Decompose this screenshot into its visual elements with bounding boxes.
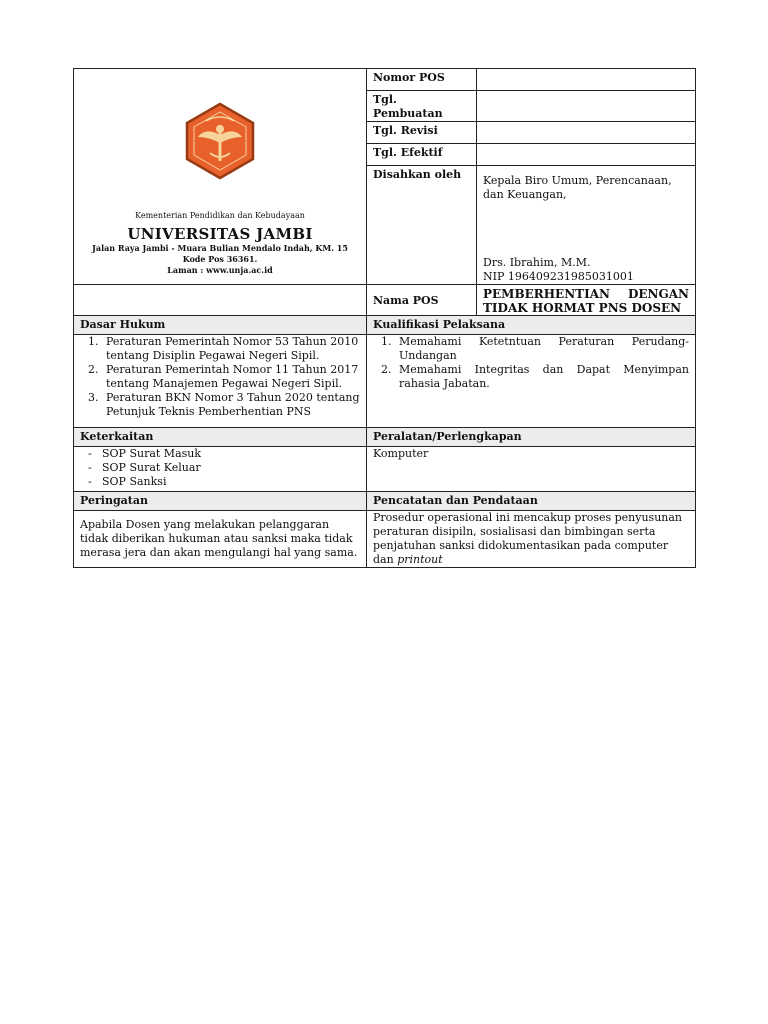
signer-position-line2: dan Keuangan,	[483, 188, 567, 201]
tgl-efektif-label: Tgl. Efektif	[367, 144, 477, 166]
dasar-hukum-list	[80, 335, 360, 419]
university-name: UNIVERSITAS JAMBI	[127, 225, 313, 243]
tgl-revisi-value	[477, 122, 696, 144]
dasar-hukum-header: Dasar Hukum	[74, 316, 367, 335]
list-item: - SOP Surat Keluar	[88, 461, 360, 475]
kualifikasi-cell	[367, 335, 696, 428]
keterkaitan-cell	[74, 447, 367, 492]
signer-name: Drs. Ibrahim, M.M.	[483, 256, 591, 269]
tgl-efektif-value	[477, 144, 696, 166]
list-item: 2. Peraturan Pemerintah Nomor 11 Tahun 2017 tentang Manajemen Pegawai Negeri Sipil.	[102, 363, 360, 391]
pencatatan-italic: printout	[397, 553, 443, 566]
dasar-hukum-cell	[74, 335, 367, 428]
list-item: 1. Memahami Ketetntuan Peraturan Perudang-Undangan	[395, 335, 689, 363]
list-item: 2. Memahami Integritas dan Dapat Menyimpan rahasia Jabatan.	[395, 363, 689, 391]
tgl-pembuatan-label: Tgl. Pembuatan	[367, 91, 477, 122]
signer-nip: NIP 196409231985031001	[483, 270, 634, 283]
disahkan-label: Disahkan oleh	[367, 166, 477, 285]
university-address: Jalan Raya Jambi - Muara Bulian Mendalo Indah, KM. 15 Kode Pos 36361.	[92, 243, 348, 264]
list-item: - SOP Sanksi	[88, 475, 360, 489]
kualifikasi-list	[373, 335, 689, 391]
ministry-name: Kementerian Pendidikan dan Kebudayaan	[135, 211, 305, 220]
peralatan-value: Komputer	[367, 447, 696, 492]
list-item: 1. Peraturan Pemerintah Nomor 53 Tahun 2010 tentang Disiplin Pegawai Negeri Sipil.	[102, 335, 360, 363]
university-website: Laman : www.unja.ac.id	[167, 265, 273, 275]
pencatatan-text: Prosedur operasional ini mencakup proses penyusunan peraturan disipiln, sosialisasi dan bimbingan serta penjatuhan sanksi didokumentasikan pada computer dan	[373, 511, 683, 566]
peralatan-header: Peralatan/Perlengkapan	[367, 428, 696, 447]
nama-pos-label: Nama POS	[367, 285, 477, 316]
sop-table	[73, 68, 696, 568]
list-item: - SOP Surat Masuk	[88, 447, 360, 461]
nomor-pos-value	[477, 69, 696, 91]
peringatan-text: Apabila Dosen yang melakukan pelanggaran tidak diberikan hukuman atau sanksi maka tidak merasa jera dan akan mengulangi hal yang sama.	[74, 511, 367, 568]
keterkaitan-header: Keterkaitan	[74, 428, 367, 447]
pencatatan-header: Pencatatan dan Pendataan	[367, 492, 696, 511]
pencatatan-cell	[367, 511, 696, 568]
nama-pos-line2: TIDAK HORMAT PNS DOSEN	[483, 301, 682, 315]
signature-block	[477, 166, 696, 285]
empty-cell	[74, 285, 367, 316]
keterkaitan-list	[80, 447, 360, 489]
nama-pos-line1: PEMBERHENTIAN DENGAN	[483, 287, 689, 301]
list-item: 3. Peraturan BKN Nomor 3 Tahun 2020 tentang Petunjuk Teknis Pemberhentian PNS	[102, 391, 360, 419]
nama-pos-value	[477, 285, 696, 316]
signer-position-line1: Kepala Biro Umum, Perencanaan,	[483, 174, 672, 187]
tgl-revisi-label: Tgl. Revisi	[367, 122, 477, 144]
tgl-pembuatan-value	[477, 91, 696, 122]
kualifikasi-header: Kualifikasi Pelaksana	[367, 316, 696, 335]
university-header	[74, 69, 367, 285]
university-logo-icon	[180, 101, 260, 181]
nomor-pos-label: Nomor POS	[367, 69, 477, 91]
peringatan-header: Peringatan	[74, 492, 367, 511]
